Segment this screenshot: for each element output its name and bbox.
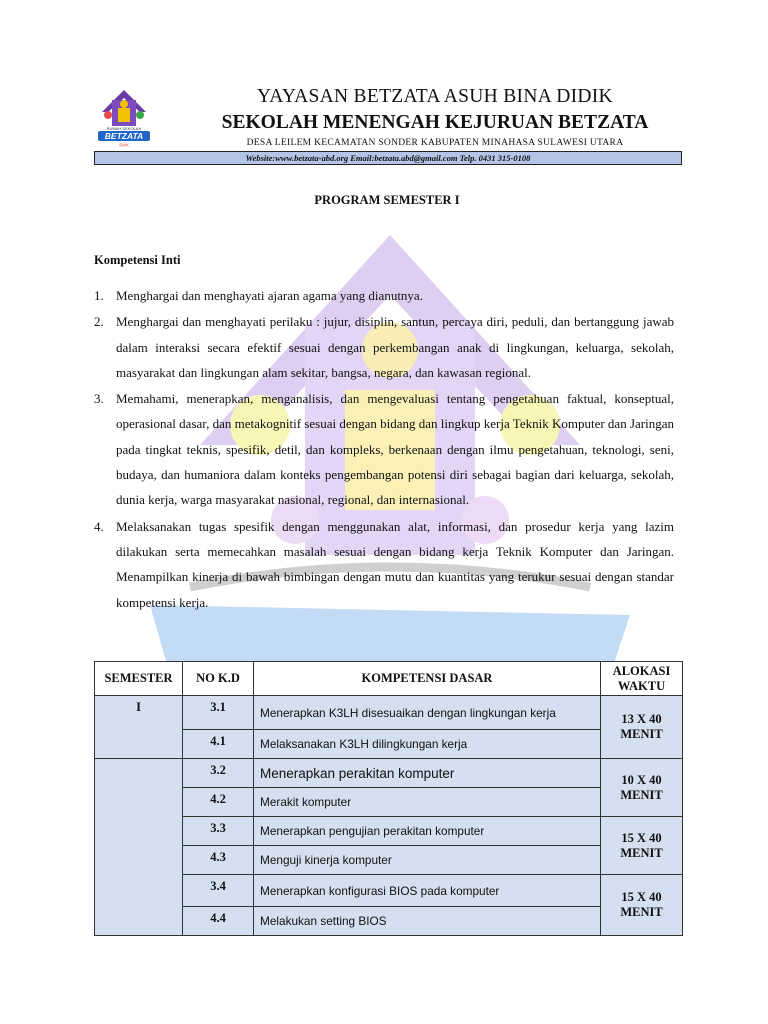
- kd-number: 3.4: [183, 875, 254, 907]
- list-item: [94, 283, 674, 308]
- kd-text: Menerapkan K3LH disesuaikan dengan lingkungan kerja: [254, 696, 601, 730]
- table-row: [95, 696, 683, 730]
- header-no-kd: NO K.D: [183, 662, 254, 696]
- contact-band: Website:www.betzata-abd.org Email:betzata.abd@gmail.com Telp. 0431 315-0108: [94, 151, 682, 165]
- alokasi-cell: 15 X 40 MENIT: [601, 875, 683, 936]
- item-text: Melaksanakan tugas spesifik dengan menggunakan alat, informasi, dan prosedur kerja yang lazim dilakukan serta memecahkan masalah sesuai dengan bidang kerja Teknik Komputer dan Jaringan. Menampilkan kinerja di bawah bimbingan dengan mutu dan kuantitas yang terukur sesuai dengan standar kompetensi kerja.: [116, 518, 674, 610]
- list-item: [94, 386, 674, 512]
- alokasi-cell: 13 X 40 MENIT: [601, 696, 683, 759]
- logo-top-text: RUMAH SEKOLAH: [106, 126, 142, 131]
- table-row: [95, 759, 683, 788]
- item-number: 4.: [94, 518, 104, 534]
- header-semester: SEMESTER: [95, 662, 183, 696]
- item-number: 2.: [94, 314, 104, 330]
- kd-text: Menerapkan pengujian perakitan komputer: [254, 817, 601, 846]
- table-header-row: [95, 662, 683, 696]
- alokasi-cell: 15 X 40 MENIT: [601, 817, 683, 875]
- foundation-name: YAYASAN BETZATA ASUH BINA DIDIK: [257, 86, 613, 107]
- list-item: [94, 309, 674, 385]
- kd-number: 4.1: [183, 730, 254, 759]
- table-row: [95, 846, 683, 875]
- table-row: [95, 788, 683, 817]
- kompetensi-dasar-table: [94, 661, 683, 936]
- kd-number: 3.1: [183, 696, 254, 730]
- table-row: [95, 730, 683, 759]
- kd-number: 3.3: [183, 817, 254, 846]
- kd-number: 4.4: [183, 907, 254, 936]
- logo-bottom-text: SMK: [119, 142, 129, 148]
- kompetensi-inti-heading: Kompetensi Inti: [94, 253, 181, 267]
- item-number: 1.: [94, 288, 104, 303]
- kd-text: Menerapkan konfigurasi BIOS pada komputer: [254, 875, 601, 907]
- header-kompetensi-dasar: KOMPETENSI DASAR: [254, 662, 601, 696]
- alokasi-cell: 10 X 40 MENIT: [601, 759, 683, 817]
- kd-number: 4.3: [183, 846, 254, 875]
- table-row: [95, 875, 683, 907]
- item-text: Memahami, menerapkan, menganalisis, dan mengevaluasi tentang pengetahuan faktual, konseptual, operasional dasar, dan metakognitif sesuai dengan bidang dan lingkup kerja Teknik Komputer dan Jaringan pada tingkat teknis, spesifik, detil, dan kompleks, berkenaan dengan ilmu pengetahuan, teknologi, seni, budaya, dan humaniora dalam konteks pengembangan potensi diri sebagai bagian dari keluarga, sekolah, dunia kerja, warga masyarakat nasional, regional, dan internasional.: [116, 391, 674, 508]
- list-item: [94, 514, 674, 615]
- kompetensi-inti-list: [94, 283, 674, 616]
- item-text: Menghargai dan menghayati perilaku : jujur, disiplin, santun, percaya diri, peduli, dan bertanggung jawab dalam interaksi secara efektif sesuai dengan perkembangan anak di lingkungan, keluarga, sekolah, masyarakat dan lingkungan alam sekitar, bangsa, negara, dan kawasan regional.: [116, 314, 674, 380]
- kd-text: Melaksanakan K3LH dilingkungan kerja: [254, 730, 601, 759]
- school-address: DESA LEILEM KECAMATAN SONDER KABUPATEN MINAHASA SULAWESI UTARA: [246, 138, 624, 148]
- kd-text: Menguji kinerja komputer: [254, 846, 601, 875]
- header-alokasi-waktu: ALOKASI WAKTU: [601, 662, 683, 696]
- kd-text: Menerapkan perakitan komputer: [254, 759, 601, 788]
- semester-cell-empty: [95, 759, 183, 936]
- semester-cell: I: [95, 696, 183, 759]
- school-logo: [96, 86, 152, 148]
- item-text: Menghargai dan menghayati ajaran agama yang dianutnya.: [116, 288, 423, 303]
- table-row: [95, 817, 683, 846]
- kd-text: Merakit komputer: [254, 788, 601, 817]
- table-row: [95, 907, 683, 936]
- logo-word: BETZATA: [104, 131, 144, 142]
- kd-number: 4.2: [183, 788, 254, 817]
- item-number: 3.: [94, 391, 104, 407]
- kd-number: 3.2: [183, 759, 254, 788]
- kd-text: Melakukan setting BIOS: [254, 907, 601, 936]
- document-title: PROGRAM SEMESTER I: [314, 193, 460, 207]
- school-name: SEKOLAH MENENGAH KEJURUAN BETZATA: [221, 112, 649, 133]
